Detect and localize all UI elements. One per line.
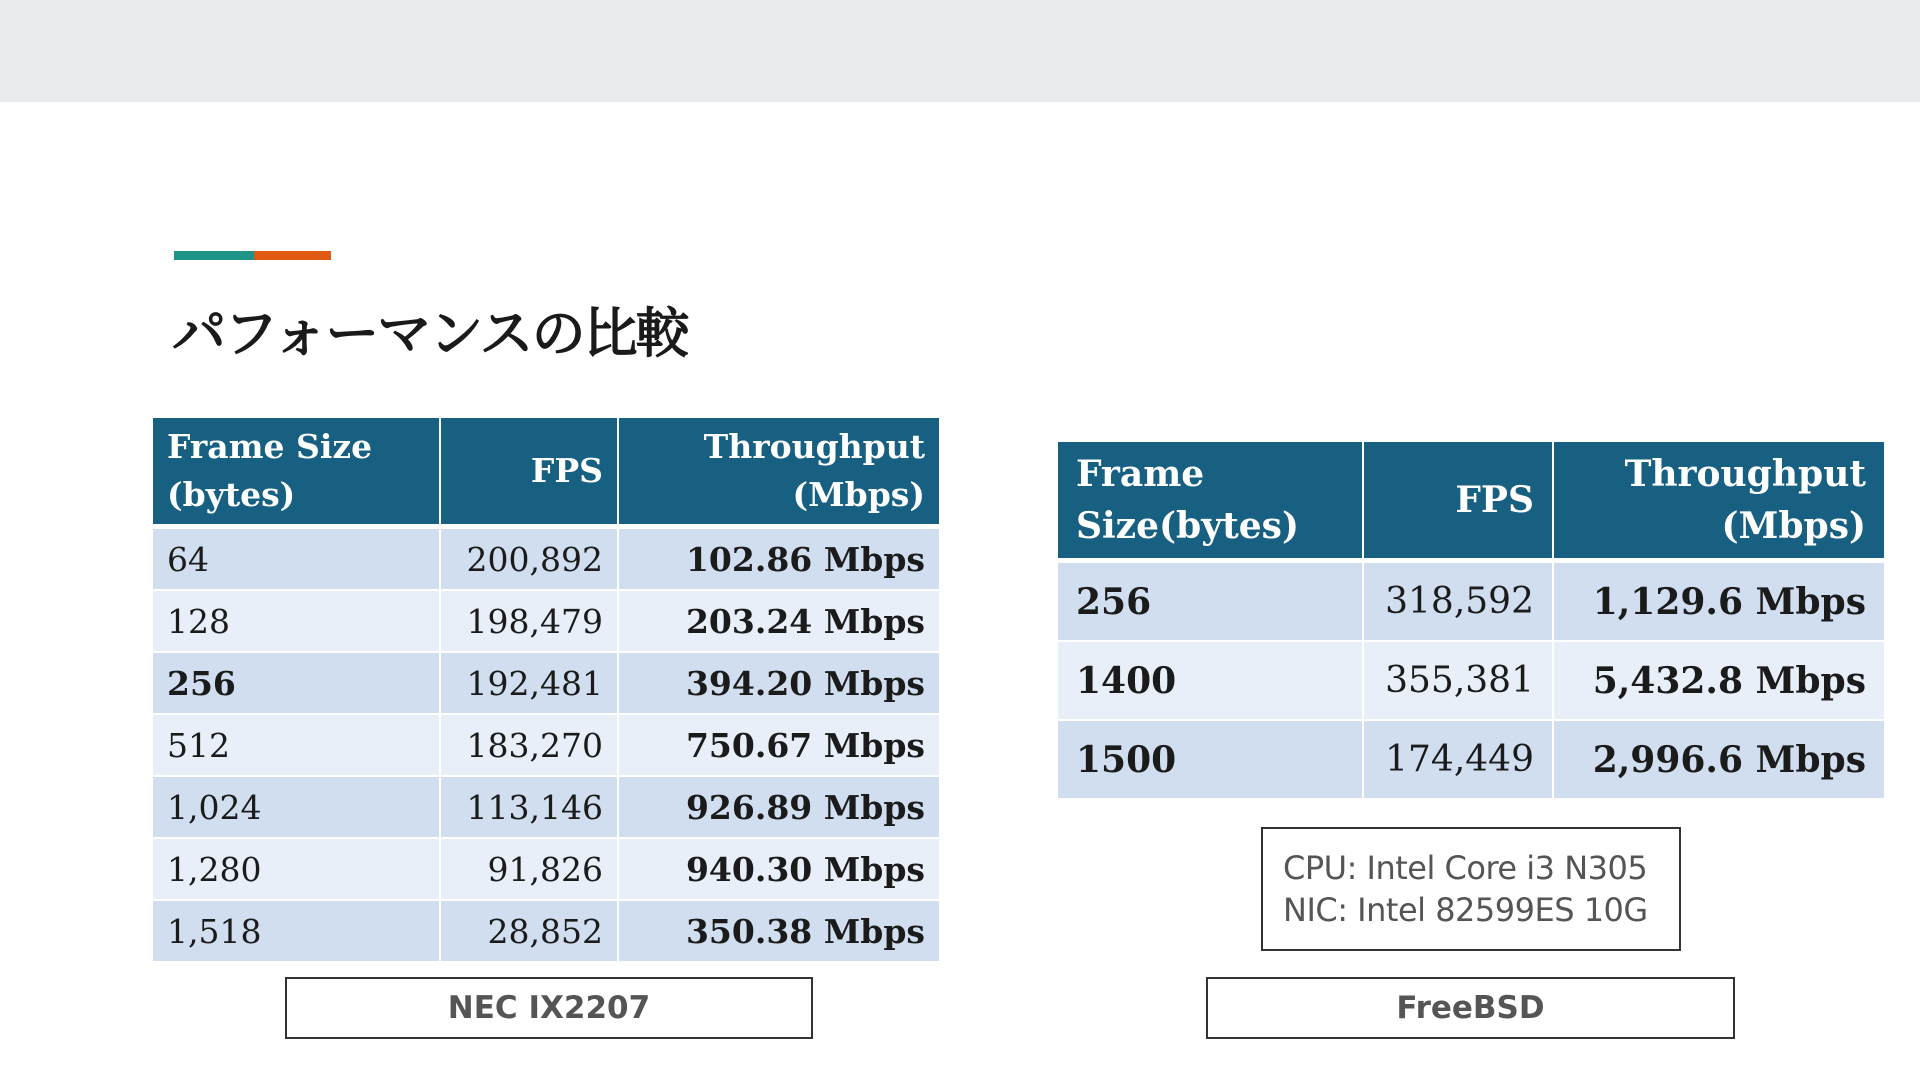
header-fps: FPS [1364, 442, 1554, 563]
nec-device-label: NEC IX2207 [285, 977, 813, 1039]
header-throughput: Throughput (Mbps) [1554, 442, 1884, 563]
table-row [153, 653, 939, 715]
table-row [153, 715, 939, 777]
slide-title: パフォーマンスの比較 [172, 302, 688, 365]
top-band [0, 0, 1920, 102]
nec-performance-table [153, 418, 939, 963]
cell-frame-size: 1,280 [153, 839, 441, 901]
cell-frame-size: 512 [153, 715, 441, 777]
cell-throughput: 2,996.6 Mbps [1554, 721, 1884, 800]
table-row [153, 777, 939, 839]
table-row [153, 901, 939, 963]
cell-fps: 183,270 [441, 715, 619, 777]
accent-bar-orange [254, 251, 331, 260]
cell-fps: 174,449 [1364, 721, 1554, 800]
cell-frame-size: 1500 [1058, 721, 1364, 800]
header-fps: FPS [441, 418, 619, 529]
header-frame-size: Frame Size(bytes) [1058, 442, 1364, 563]
table-row [1058, 642, 1884, 721]
cell-frame-size: 256 [153, 653, 441, 715]
cell-frame-size: 1400 [1058, 642, 1364, 721]
table-row [1058, 563, 1884, 642]
table-row [153, 529, 939, 591]
cell-throughput: 394.20 Mbps [619, 653, 939, 715]
table-row [1058, 721, 1884, 800]
table-row [153, 839, 939, 901]
cell-fps: 200,892 [441, 529, 619, 591]
cell-frame-size: 256 [1058, 563, 1364, 642]
header-frame-size: Frame Size (bytes) [153, 418, 441, 529]
hardware-spec-box [1261, 827, 1681, 951]
nic-spec: NIC: Intel 82599ES 10G [1283, 891, 1648, 929]
accent-bar-teal [174, 251, 254, 260]
table-header-row [153, 418, 939, 529]
cell-frame-size: 1,518 [153, 901, 441, 963]
table-header-row [1058, 442, 1884, 563]
cell-frame-size: 1,024 [153, 777, 441, 839]
cell-fps: 318,592 [1364, 563, 1554, 642]
cell-fps: 198,479 [441, 591, 619, 653]
cell-throughput: 102.86 Mbps [619, 529, 939, 591]
freebsd-label: FreeBSD [1206, 977, 1735, 1039]
cell-throughput: 350.38 Mbps [619, 901, 939, 963]
cell-throughput: 5,432.8 Mbps [1554, 642, 1884, 721]
cell-fps: 28,852 [441, 901, 619, 963]
cell-throughput: 750.67 Mbps [619, 715, 939, 777]
cell-frame-size: 128 [153, 591, 441, 653]
cell-fps: 91,826 [441, 839, 619, 901]
cell-fps: 355,381 [1364, 642, 1554, 721]
header-throughput: Throughput (Mbps) [619, 418, 939, 529]
cell-throughput: 203.24 Mbps [619, 591, 939, 653]
cell-throughput: 940.30 Mbps [619, 839, 939, 901]
cpu-spec: CPU: Intel Core i3 N305 [1283, 849, 1648, 887]
cell-throughput: 1,129.6 Mbps [1554, 563, 1884, 642]
cell-fps: 192,481 [441, 653, 619, 715]
cell-fps: 113,146 [441, 777, 619, 839]
cell-throughput: 926.89 Mbps [619, 777, 939, 839]
freebsd-performance-table [1058, 442, 1884, 800]
cell-frame-size: 64 [153, 529, 441, 591]
table-row [153, 591, 939, 653]
